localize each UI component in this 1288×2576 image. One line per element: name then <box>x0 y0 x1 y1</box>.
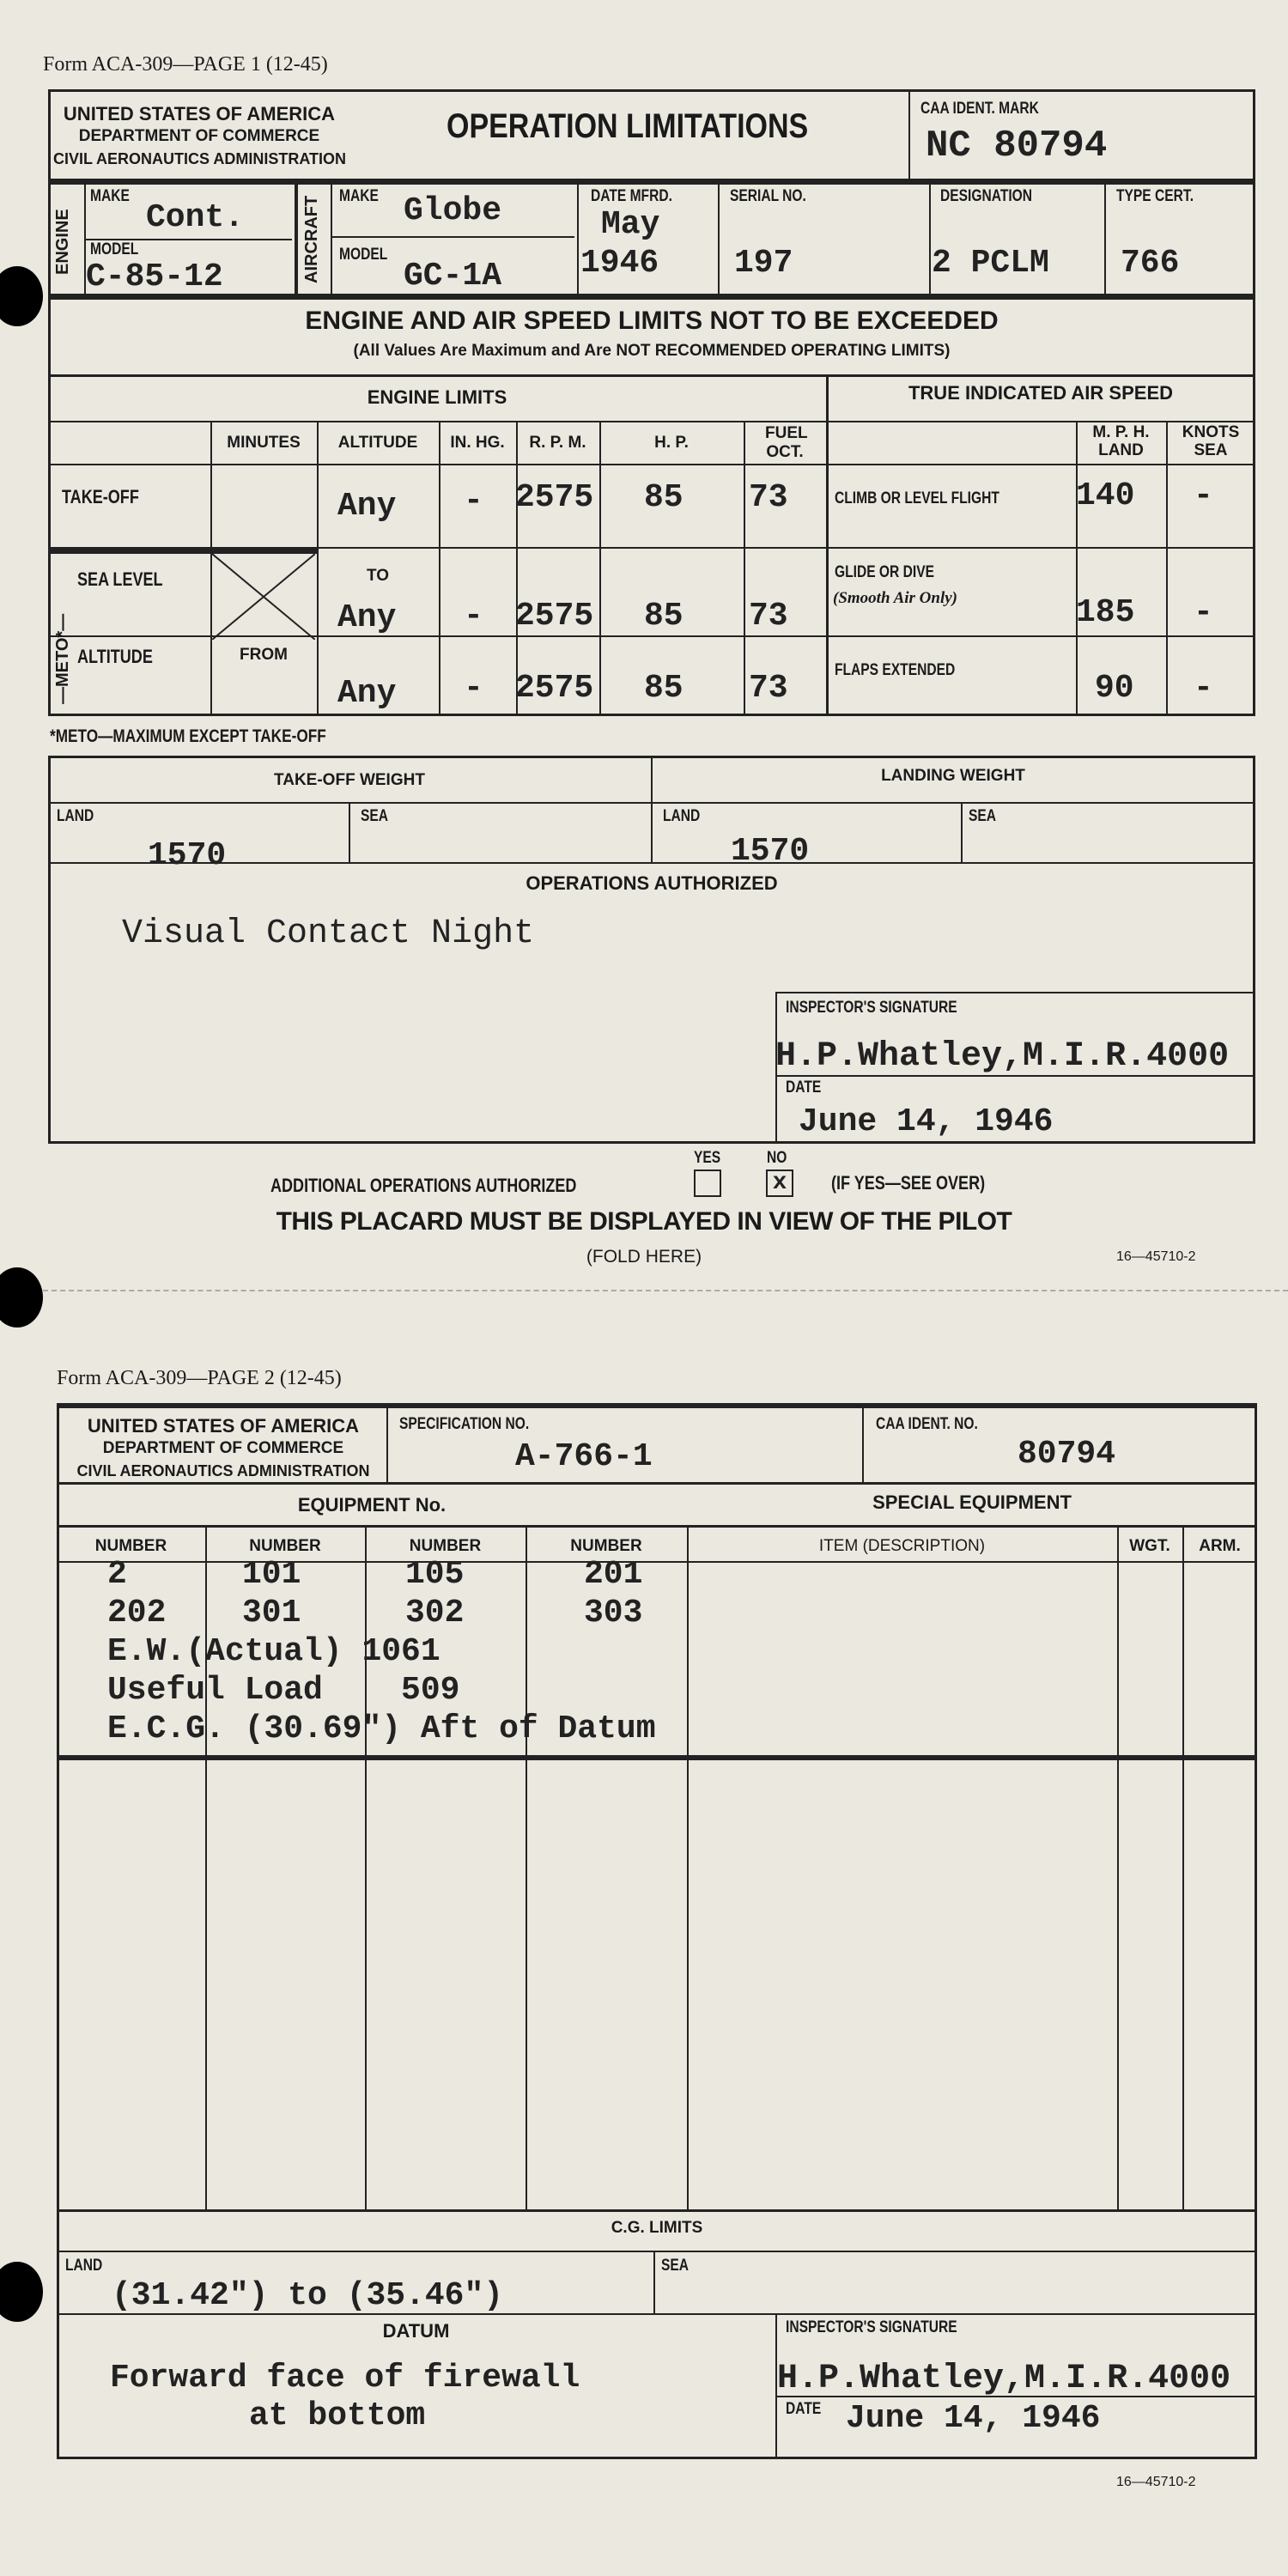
speed-flaps-label: FLAPS EXTENDED <box>835 661 956 679</box>
from-label: FROM <box>240 646 288 664</box>
sea-level-hp: 85 <box>644 598 683 635</box>
limits-subtitle: (All Values Are Maximum and Are NOT RECOMMENDED OPERATING LIMITS) <box>353 342 951 360</box>
type-cert: 766 <box>1121 245 1180 282</box>
sea-level-fuel: 73 <box>749 598 788 635</box>
col-number-3: NUMBER <box>409 1537 482 1555</box>
yes-label: YES <box>694 1149 721 1167</box>
crossed-out-cell <box>212 554 315 640</box>
serial-number: 197 <box>734 245 793 282</box>
altitude-rpm: 2575 <box>515 670 594 707</box>
datum-label: DATUM <box>382 2320 450 2342</box>
specification-number: A-766-1 <box>515 1438 653 1475</box>
airspeed-header: TRUE INDICATED AIR SPEED <box>908 382 1174 404</box>
datum-line-2: at bottom <box>249 2397 426 2434</box>
additional-ops-label: ADDITIONAL OPERATIONS AUTHORIZED <box>270 1175 577 1196</box>
inspector-label-page2: INSPECTOR'S SIGNATURE <box>786 2318 957 2336</box>
print-code: 16—45710-2 <box>1116 1249 1196 1264</box>
speed-flaps-knots: - <box>1194 670 1213 707</box>
equipment-number: 301 <box>242 1595 301 1631</box>
agency-block-page2 <box>60 1415 386 1482</box>
punch-hole <box>0 266 43 326</box>
meto-note: *METO—MAXIMUM EXCEPT TAKE-OFF <box>50 726 326 746</box>
agency-line: UNITED STATES OF AMERICA <box>63 103 336 125</box>
cg-land-range: (31.42") to (35.46") <box>112 2277 504 2314</box>
caa-ident-label-page2: CAA IDENT. NO. <box>876 1415 978 1433</box>
speed-flaps-mph: 90 <box>1095 670 1134 707</box>
sea-level-rpm: 2575 <box>515 598 594 635</box>
fold-line <box>34 1290 1288 1291</box>
altitude-fuel: 73 <box>749 670 788 707</box>
inspection-date-page2: June 14, 1946 <box>846 2400 1101 2437</box>
serial-label: SERIAL NO. <box>730 187 806 205</box>
form-label-page2: Form ACA-309—PAGE 2 (12-45) <box>57 1367 342 1389</box>
takeoff-inhg: - <box>464 483 483 519</box>
altitude-hp: 85 <box>644 670 683 707</box>
speed-glide-knots: - <box>1194 594 1213 631</box>
col-fuel: FUEL OCT. <box>765 424 808 461</box>
agency-line: CIVIL AERONAUTICS ADMINISTRATION <box>76 1462 370 1479</box>
speed-climb-label: CLIMB OR LEVEL FLIGHT <box>835 489 999 507</box>
cg-land-label: LAND <box>65 2257 103 2275</box>
caa-ident-mark: NC 80794 <box>926 125 1108 167</box>
cg-limits-header: C.G. LIMITS <box>611 2219 703 2237</box>
row-altitude-label: ALTITUDE <box>77 646 153 667</box>
engine-model-label: MODEL <box>90 240 139 258</box>
col-item-description: ITEM (DESCRIPTION) <box>818 1537 986 1555</box>
takeoff-land-weight: 1570 <box>148 837 227 874</box>
landing-land-weight: 1570 <box>731 833 810 870</box>
caa-ident-number: 80794 <box>1018 1436 1116 1473</box>
takeoff-sea-label: SEA <box>361 807 389 825</box>
aircraft-model: GC-1A <box>404 258 502 295</box>
row-sea-level-label: SEA LEVEL <box>77 568 163 590</box>
equipment-number: 101 <box>242 1556 301 1593</box>
col-mph-land: M. P. H. LAND <box>1092 423 1150 459</box>
agency-line: DEPARTMENT OF COMMERCE <box>78 127 320 145</box>
agency-line: CIVIL AERONAUTICS ADMINISTRATION <box>53 150 346 167</box>
speed-glide-mph: 185 <box>1076 594 1135 631</box>
fold-here: (FOLD HERE) <box>586 1247 702 1267</box>
col-altitude: ALTITUDE <box>337 434 418 452</box>
meto-side-label: —METO*— <box>53 613 72 704</box>
speed-glide-sub: (Smooth Air Only) <box>833 589 957 607</box>
date-label-page2: DATE <box>786 2400 822 2418</box>
takeoff-hp: 85 <box>644 479 683 516</box>
punch-hole <box>0 2262 43 2322</box>
equipment-number: 2 <box>107 1556 127 1593</box>
engine-limits-header: ENGINE LIMITS <box>367 386 507 408</box>
agency-block <box>53 103 345 170</box>
takeoff-weight-label: TAKE-OFF WEIGHT <box>274 771 425 789</box>
landing-land-label: LAND <box>663 807 701 825</box>
col-number-2: NUMBER <box>249 1537 321 1555</box>
print-code-page2: 16—45710-2 <box>1116 2475 1196 2489</box>
equipment-number: 303 <box>584 1595 643 1631</box>
takeoff-land-label: LAND <box>57 807 94 825</box>
no-label: NO <box>767 1149 787 1167</box>
engine-model: C-85-12 <box>86 258 223 295</box>
speed-climb-knots: - <box>1194 477 1213 514</box>
speed-climb-mph: 140 <box>1076 477 1135 514</box>
no-checkbox[interactable]: x <box>766 1170 793 1197</box>
spec-label: SPECIFICATION NO. <box>399 1415 530 1433</box>
equipment-header: EQUIPMENT No. <box>297 1494 447 1516</box>
type-cert-label: TYPE CERT. <box>1116 187 1194 205</box>
useful-load-note: Useful Load 509 <box>107 1672 460 1709</box>
ops-authorized-label: OPERATIONS AUTHORIZED <box>526 872 778 894</box>
aircraft-side-label: AIRCRAFT <box>302 195 321 283</box>
aircraft-make-label: MAKE <box>339 187 379 205</box>
empty-weight-note: E.W.(Actual) 1061 <box>107 1633 440 1670</box>
col-minutes: MINUTES <box>227 434 301 452</box>
sea-level-inhg: - <box>464 598 483 635</box>
inspector-signature: H.P.Whatley,M.I.R.4000 <box>775 1037 1230 1076</box>
col-knots-sea: KNOTS SEA <box>1182 423 1240 459</box>
datum-line-1: Forward face of firewall <box>110 2360 580 2397</box>
col-number-1: NUMBER <box>94 1537 167 1555</box>
inspector-label: INSPECTOR'S SIGNATURE <box>786 999 957 1017</box>
caa-ident-label: CAA IDENT. MARK <box>920 100 1039 118</box>
speed-glide-label: GLIDE OR DIVE <box>835 563 935 581</box>
col-hp: H. P. <box>654 434 689 452</box>
col-inhg: IN. HG. <box>450 434 505 452</box>
agency-line: DEPARTMENT OF COMMERCE <box>102 1439 344 1457</box>
date-mfrd-label: DATE MFRD. <box>591 187 672 205</box>
col-arm: ARM. <box>1199 1537 1241 1555</box>
designation: 2 PCLM <box>932 245 1049 282</box>
takeoff-rpm: 2575 <box>515 479 594 516</box>
punch-hole <box>0 1267 43 1327</box>
agency-line: UNITED STATES OF AMERICA <box>87 1415 360 1437</box>
limits-title: ENGINE AND AIR SPEED LIMITS NOT TO BE EXCEEDED <box>305 307 999 335</box>
date-mfrd-year: 1946 <box>580 245 659 282</box>
row-takeoff-label: TAKE-OFF <box>62 486 139 507</box>
if-yes-note: (IF YES—SEE OVER) <box>831 1172 986 1194</box>
landing-sea-label: SEA <box>969 807 997 825</box>
inspector-signature-page2: H.P.Whatley,M.I.R.4000 <box>777 2360 1231 2398</box>
engine-make-label: MAKE <box>90 187 130 205</box>
yes-checkbox[interactable] <box>694 1170 721 1197</box>
equipment-number: 105 <box>405 1556 465 1593</box>
equipment-number: 202 <box>107 1595 167 1631</box>
col-rpm: R. P. M. <box>529 434 586 452</box>
designation-label: DESIGNATION <box>940 187 1033 205</box>
sea-level-altitude: Any <box>337 599 397 636</box>
ops-authorized: Visual Contact Night <box>122 914 535 953</box>
ecg-note: E.C.G. (30.69") Aft of Datum <box>107 1710 656 1747</box>
placard-notice: THIS PLACARD MUST BE DISPLAYED IN VIEW OF THE PILOT <box>276 1207 1012 1236</box>
equipment-number: 302 <box>405 1595 465 1631</box>
takeoff-fuel: 73 <box>749 479 788 516</box>
date-mfrd-month: May <box>601 206 660 243</box>
cg-sea-label: SEA <box>661 2257 690 2275</box>
page-title: OPERATION LIMITATIONS <box>447 107 809 145</box>
landing-weight-label: LANDING WEIGHT <box>881 767 1025 785</box>
col-number-4: NUMBER <box>570 1537 642 1555</box>
engine-make: Cont. <box>146 199 245 236</box>
altitude-altitude: Any <box>337 675 397 712</box>
aircraft-make: Globe <box>404 192 502 229</box>
takeoff-altitude: Any <box>337 488 397 525</box>
col-weight: WGT. <box>1129 1537 1170 1555</box>
engine-side-label: ENGINE <box>53 209 72 275</box>
date-label: DATE <box>786 1078 822 1097</box>
altitude-inhg: - <box>464 670 483 707</box>
special-equipment-header: SPECIAL EQUIPMENT <box>872 1492 1072 1513</box>
equipment-number: 201 <box>584 1556 643 1593</box>
to-label: TO <box>366 567 390 585</box>
aircraft-model-label: MODEL <box>339 246 388 264</box>
inspection-date: June 14, 1946 <box>799 1103 1054 1140</box>
form-label: Form ACA-309—PAGE 1 (12-45) <box>43 53 328 76</box>
